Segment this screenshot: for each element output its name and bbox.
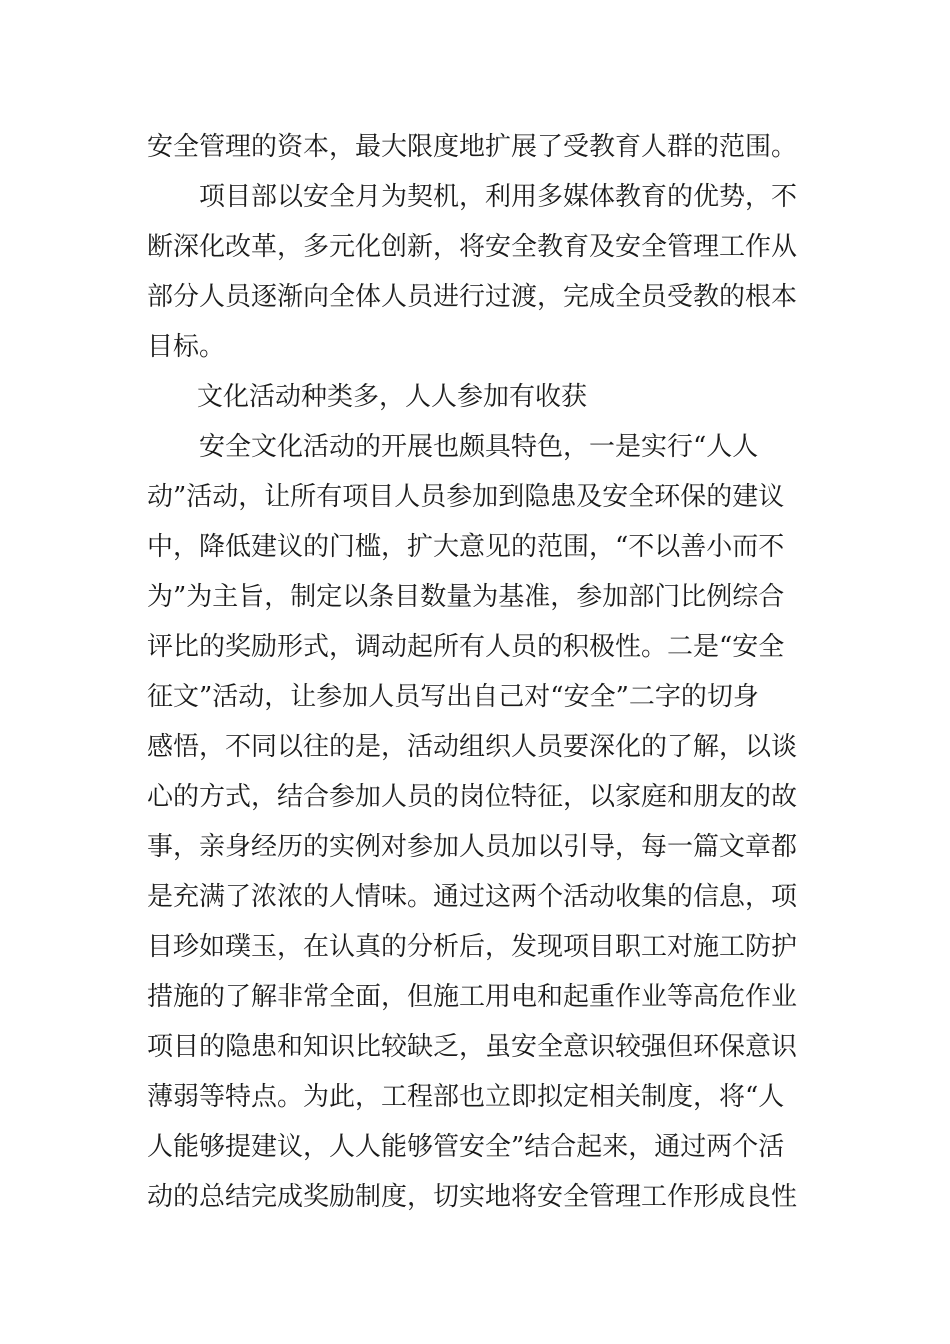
text-line: 动的总结完成奖励制度，切实地将安全管理工作形成良性 (147, 1182, 798, 1212)
text-line: 断深化改革，多元化创新，将安全教育及安全管理工作从 (147, 232, 798, 262)
text-line: 薄弱等特点。为此，工程部也立即拟定相关制度，将“人 (147, 1082, 785, 1112)
text-line: 项目的隐患和知识比较缺乏，虽安全意识较强但环保意识 (147, 1032, 798, 1062)
text-line: 人能够提建议，人人能够管安全”结合起来，通过两个活 (147, 1132, 785, 1162)
paragraph-start-line: 安全文化活动的开展也颇具特色，一是实行“人人 (199, 432, 759, 462)
text-line: 感悟，不同以往的是，活动组织人员要深化的了解，以谈 (147, 732, 798, 762)
text-line: 动”活动，让所有项目人员参加到隐患及安全环保的建议 (147, 482, 785, 512)
text-line: 目珍如璞玉，在认真的分析后，发现项目职工对施工防护 (147, 932, 798, 962)
text-line: 评比的奖励形式，调动起所有人员的积极性。二是“安全 (147, 632, 785, 662)
paragraph-start-line: 项目部以安全月为契机，利用多媒体教育的优势，不 (199, 182, 798, 212)
text-line: 中，降低建议的门槛，扩大意见的范围，“不以善小而不 (147, 532, 785, 562)
text-line: 心的方式，结合参加人员的岗位特征，以家庭和朋友的故 (147, 782, 798, 812)
text-line: 部分人员逐渐向全体人员进行过渡，完成全员受教的根本 (147, 282, 798, 312)
text-line: 安全管理的资本，最大限度地扩展了受教育人群的范围。 (147, 132, 798, 162)
text-line: 事，亲身经历的实例对参加人员加以引导，每一篇文章都 (147, 832, 798, 862)
text-line: 是充满了浓浓的人情味。通过这两个活动收集的信息，项 (147, 882, 798, 912)
section-heading: 文化活动种类多，人人参加有收获 (197, 382, 588, 412)
text-line: 措施的了解非常全面，但施工用电和起重作业等高危作业 (147, 982, 798, 1012)
text-line: 为”为主旨，制定以条目数量为基准，参加部门比例综合 (147, 582, 785, 612)
text-line: 征文”活动，让参加人员写出自己对“安全”二字的切身 (147, 682, 759, 712)
text-line: 目标。 (147, 332, 226, 362)
document-body (147, 122, 807, 1222)
